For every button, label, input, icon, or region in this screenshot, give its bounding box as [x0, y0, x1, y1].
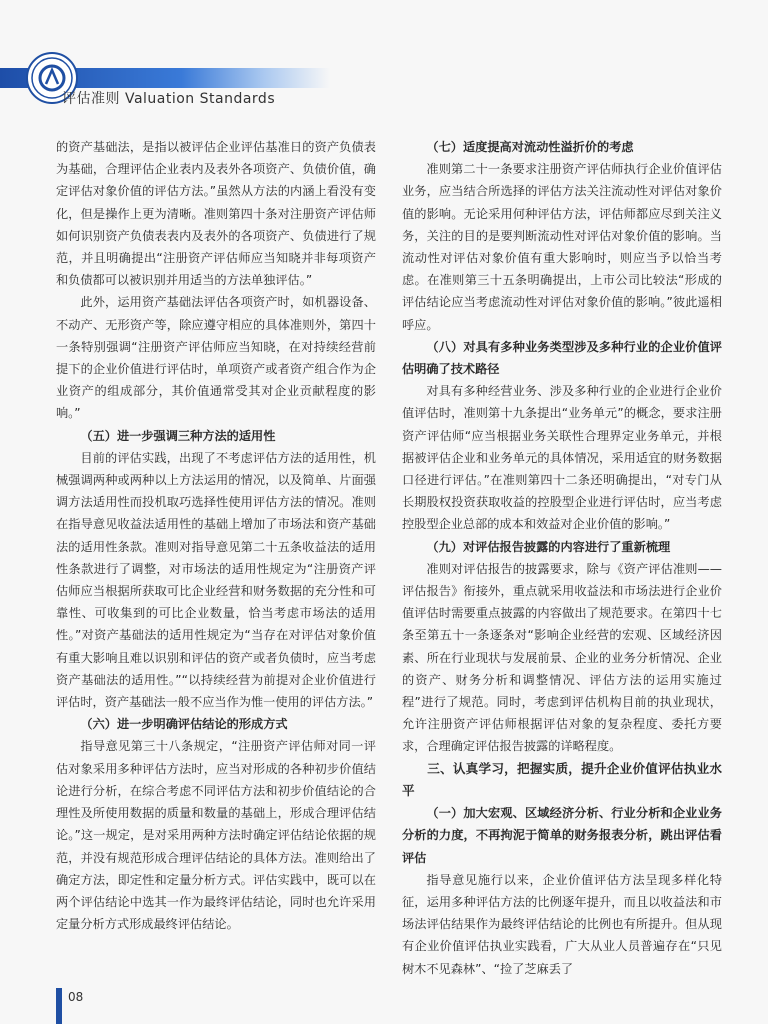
paragraph: 指导意见第三十八条规定，“注册资产评估师对同一评估对象采用多种评估方法时，应当对形成的各种初步价值结论进行分析，在综合考虑不同评估方法和初步价值结论的合理性及所使用数据的质量和数量的基础上，形成合理评估结论。”这一规定，是对采用两种方法时确定评估结论依据的规范，并没有规范形成合理评估结论的具体方法。准则给出了确定方法，即定性和定量分析方式。评估实践中，既可以在两个评估结论中选其一作为最终评估结论，同时也允许采用定量分析方式形成最终评估结论。: [56, 739, 376, 932]
left-column: [56, 136, 376, 935]
subsection-heading: （五）进一步强调三种方法的适用性: [80, 428, 276, 443]
paragraph: 准则对评估报告的披露要求，除与《资产评估准则——评估报告》衔接外，重点就采用收益法和市场法进行企业价值评估时需要重点披露的内容做出了规范要求。在第四十七条至第五十一条逐条对“影响企业经营的宏观、区域经济因素、所在行业现状与发展前景、企业的业务分析情况、企业的资产、财务分析和调整情况、评估方法的运用实施过程”进行了规范。同时，考虑到评估机构目前的执业现状，允许注册资产评估师根据评估对象的复杂程度、委托方要求，合理确定评估报告披露的详略程度。: [402, 561, 722, 754]
subsection-heading: （一）加大宏观、区域经济分析、行业分析和企业业务分析的力度，不再拘泥于简单的财务报表分析，跳出评估看评估: [402, 806, 722, 865]
paragraph: 准则第二十一条要求注册资产评估师执行企业价值评估业务，应当结合所选择的评估方法关注流动性对评估对象价值的影响。无论采用何种评估方法，评估师都应尽到关注义务，关注的目的是要判断流动性对评估对象价值的影响。当流动性对评估对象价值有重大影响时，则应当予以恰当考虑。在准则第三十五条明确提出，上市公司比较法“形成的评估结论应当考虑流动性对评估对象价值的影响。”彼此遥相呼应。: [402, 162, 722, 332]
paragraph: 目前的评估实践，出现了不考虑评估方法的适用性，机械强调两种或两种以上方法运用的情况，以及简单、片面强调方法适用性而投机取巧选择性使用评估方法的情况。准则在指导意见收益法适用性的基础上增加了市场法和资产基础法的适用性条款。准则对指导意见第二十五条收益法的适用性条款进行了调整，对市场法的适用性规定为“注册资产评估师应当根据所获取可比企业经营和财务数据的充分性和可靠性、可收集到的可比企业数量，恰当考虑市场法的适用性。”对资产基础法的适用性规定为“当存在对评估对象价值有重大影响且难以识别和评估的资产或者负债时，应当考虑资产基础法的适用性。”“以持续经营为前提对企业价值进行评估时，资产基础法一般不应当作为惟一使用的评估方法。”: [56, 450, 376, 710]
paragraph: 对具有多种经营业务、涉及多种行业的企业进行企业价值评估时，准则第十九条提出“业务单元”的概念，要求注册资产评估师“应当根据业务关联性合理界定业务单元，并根据被评估企业和业务单元的具体情况，采用适宜的财务数据口径进行评估。”在准则第四十二条还明确提出，“对专门从长期股权投资获取收益的控股型企业进行评估时，应当考虑控股型企业总部的成本和效益对企业价值的影响。”: [402, 384, 722, 532]
right-column: [402, 136, 722, 980]
page-number: 08: [68, 990, 84, 1004]
paragraph: 指导意见施行以来，企业价值评估方法呈现多样化特征，运用多种评估方法的比例逐年提升，而且以收益法和市场法评估结果作为最终评估结论的比例也有所提升。但从现有企业价值评估执业实践看，广大从业人员普遍存在“只见树木不见森林”、“捡了芝麻丢了: [402, 872, 722, 976]
section-title: 评估准则 Valuation Standards: [62, 91, 276, 107]
subsection-heading: （九）对评估报告披露的内容进行了重新梳理: [426, 539, 671, 554]
subsection-heading: （六）进一步明确评估结论的形成方式: [80, 717, 288, 732]
subsection-heading: （七）适度提高对流动性溢折价的考虑: [426, 140, 634, 154]
paragraph: 此外，运用资产基础法评估各项资产时，如机器设备、不动产、无形资产等，除应遵守相应的具体准则外，第四十一条特别强调“注册资产评估师应当知晓，在对持续经营前提下的企业价值进行评估时，单项资产或者资产组合作为企业资产的组成部分，其价值通常受其对企业贡献程度的影响。”: [56, 295, 376, 421]
subsection-heading: （八）对具有多种业务类型涉及多种行业的企业价值评估明确了技术路径: [402, 339, 722, 377]
page-header: [0, 0, 768, 110]
section-heading: 三、认真学习，把握实质，提升企业价值评估执业水平: [402, 760, 722, 798]
paragraph: 的资产基础法，是指以被评估企业评估基准日的资产负债表为基础，合理评估企业表内及表外各项资产、负债价值，确定评估对象价值的评估方法。”虽然从方法的内涵上看没有变化，但是操作上更为清晰。准则第四十条对注册资产评估师如何识别资产负债表表内及表外的各项资产、负债进行了规范，并且明确提出“注册资产评估师应当知晓并非每项资产和负债都可以被识别并用适当的方法单独评估。”: [56, 140, 376, 288]
footer-accent-bar: [56, 988, 62, 1024]
